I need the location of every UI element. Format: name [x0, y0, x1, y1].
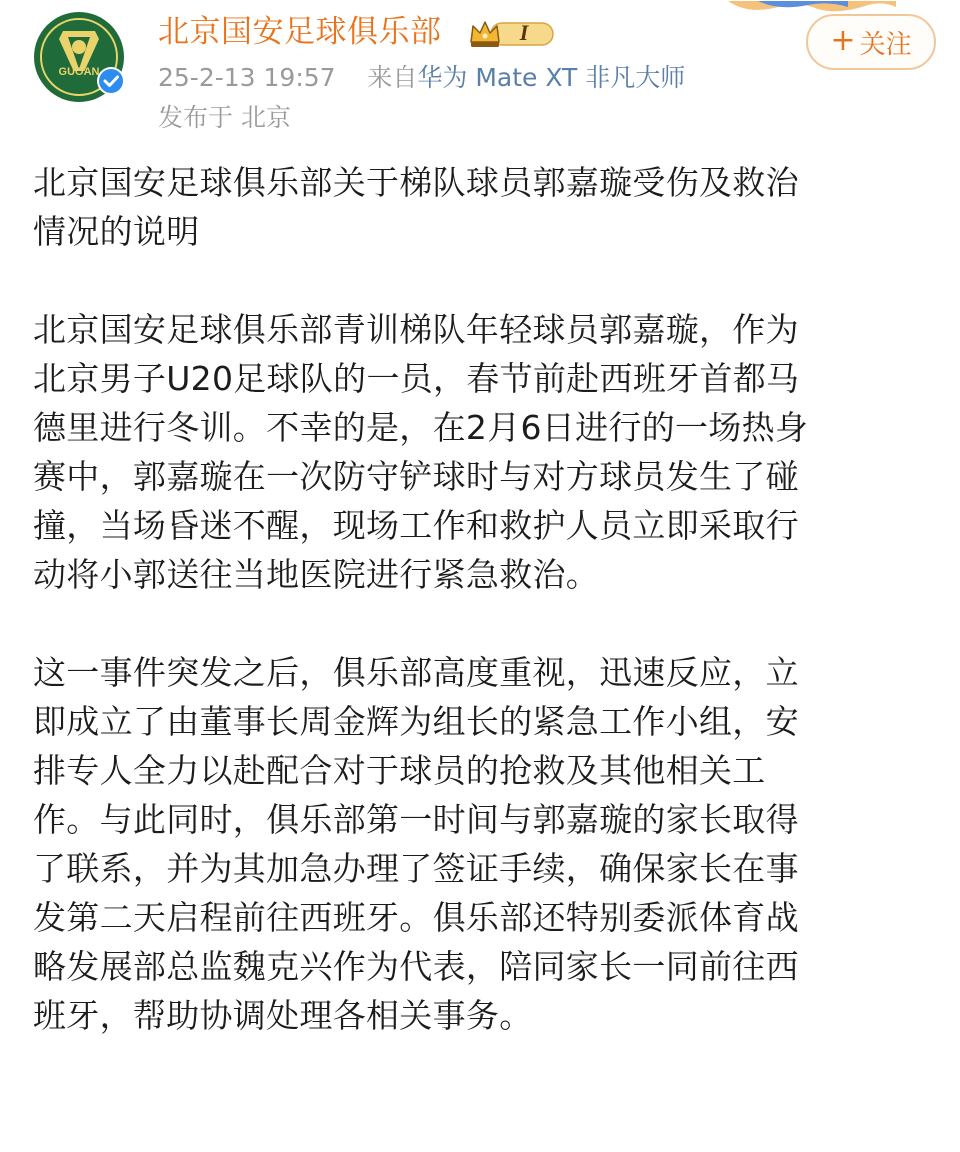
plus-icon: +	[830, 22, 856, 58]
avatar-logo-text: GUOAN	[58, 66, 100, 78]
post-title: 北京国安足球俱乐部关于梯队球员郭嘉璇受伤及救治 情况的说明	[33, 163, 799, 251]
top-banner-decoration	[718, 0, 898, 14]
follow-button[interactable]	[806, 14, 936, 70]
username[interactable]: 北京国安足球俱乐部	[158, 14, 442, 50]
source-device-link[interactable]: 华为 Mate XT 非凡大师	[417, 63, 686, 92]
post-meta	[158, 60, 685, 96]
verified-icon	[96, 66, 126, 96]
post-location: 发布于 北京	[158, 103, 291, 132]
source-prefix: 来自	[367, 63, 418, 92]
post-content	[33, 158, 925, 1040]
post-timestamp: 25-2-13 19:57	[158, 63, 336, 92]
follow-button-label: 关注	[859, 29, 912, 60]
post-paragraph: 北京国安足球俱乐部青训梯队年轻球员郭嘉璇，作为 北京男子U20足球队的一员，春节前赴西班牙首都马 德里进行冬训。不幸的是，在2月6日进行的一场热身 赛中，郭嘉璇在一次防守铲球时与对方球员发生了碰 撞，当场昏迷不醒，现场工作和救护人员立即采取行 动将小郭送往当地医院进行紧急救治。	[33, 310, 809, 594]
level-badge-label: I	[519, 20, 529, 45]
post-paragraph: 这一事件突发之后，俱乐部高度重视，迅速反应，立 即成立了由董事长周金辉为组长的紧急工作小组，安 排专人全力以赴配合对于球员的抢救及其他相关工 作。与此同时，俱乐部第一时间与郭嘉璇的家长取得 了联系，并为其加急办理了签证手续，确保家长在事 发第二天启程前往西班牙。俱乐部还特别委派体育战 略发展部总监魏克兴作为代表，陪同家长一同前往西 班牙，帮助协调处理各相关事务。	[33, 653, 799, 1035]
